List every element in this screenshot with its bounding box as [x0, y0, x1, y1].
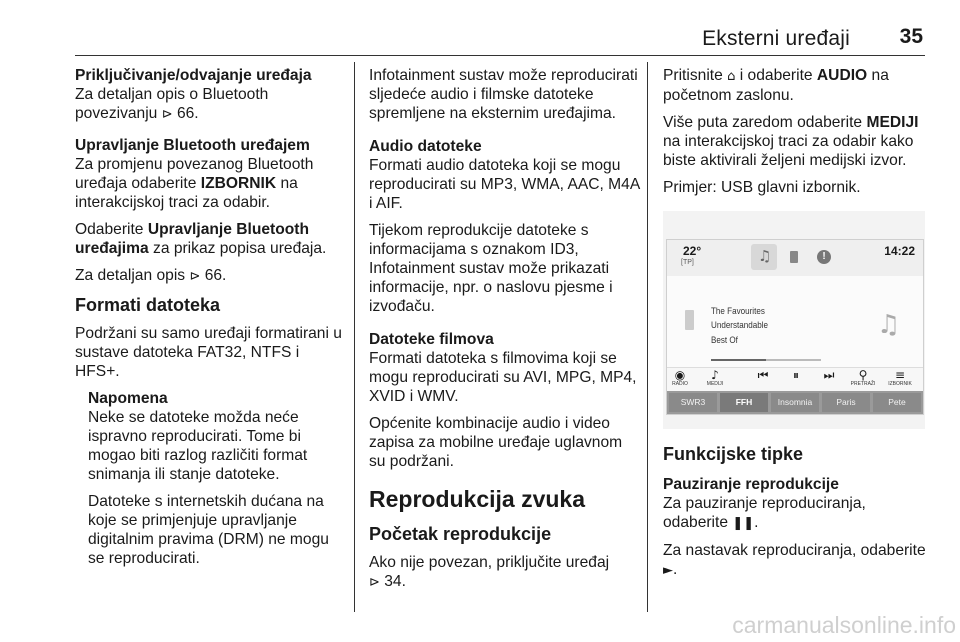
page-header: [0, 0, 960, 60]
track-title: The Favourites: [711, 306, 765, 317]
note-paragraph: Datoteke s internetskih dućana na koje se primjenjuje upravljanje digitalnim pravima (DRM) ne mogu se reproducirati.: [88, 493, 329, 567]
column-3-lower: [663, 441, 935, 588]
usb-main-menu-screenshot: [663, 211, 925, 429]
section-heading-function-keys: Funkcijske tipke: [663, 444, 804, 464]
watermark-url: carmanualsonline.info: [732, 612, 956, 638]
track-artist: Understandable: [711, 320, 769, 331]
search-button[interactable]: ⚲ PRETRAŽI: [838, 369, 888, 388]
column-3: [663, 66, 935, 205]
album-art-icon: ♫: [877, 310, 901, 340]
station-button[interactable]: Paris: [822, 393, 870, 412]
radio-icon: ◉: [674, 368, 686, 382]
page-ref-icon: ⊳: [161, 107, 173, 122]
subheading-start-playback: Početak reprodukcije: [369, 524, 552, 544]
progress-bar: [711, 359, 821, 361]
paragraph: Za nastavak reproduciranja, odaberite ►.: [663, 542, 926, 578]
track-album: Best Of: [711, 335, 738, 346]
section-heading-formats: Formati datoteka: [75, 295, 221, 315]
paragraph: Formati audio datoteka koji se mogu reproducirati su MP3, WMA, AAC, M4A i AIF.: [369, 157, 640, 212]
note-title: Napomena: [88, 390, 168, 407]
paragraph: Za detaljan opis o Bluetooth povezivanju ⊳ 66.: [75, 86, 269, 122]
control-bar: [667, 367, 923, 392]
menu-button[interactable]: ≡ IZBORNIK: [875, 369, 925, 388]
info-tab-icon[interactable]: !: [811, 244, 837, 270]
station-button[interactable]: Pete: [873, 393, 921, 412]
section-heading-video: Datoteke filmova: [369, 331, 494, 348]
pause-icon: ❚❚: [732, 516, 755, 531]
section-heading-bluetooth: Upravljanje Bluetooth uređajem: [75, 137, 310, 154]
section-heading-audio: Audio datoteke: [369, 138, 482, 155]
column-divider-2: [647, 62, 648, 612]
header-divider: [75, 55, 925, 56]
paragraph: Odaberite Upravljanje Bluetooth uređajima za prikaz popisa uređaja.: [75, 221, 327, 257]
note-box: [75, 389, 347, 568]
play-icon: ►: [663, 563, 673, 578]
station-button[interactable]: Insomnia: [771, 393, 819, 412]
station-button[interactable]: FFH: [720, 393, 768, 412]
paragraph: Više puta zaredom odaberite MEDIJI na interakcijskoj traci za odabir kako biste aktivirali željeni medijski izvor.: [663, 114, 919, 169]
status-bar: [667, 240, 923, 276]
section-heading-connect: Priključivanje/odvajanje uređaja: [75, 67, 312, 84]
chapter-title: Eksterni uređaji: [702, 27, 850, 50]
pause-icon: ⏸: [792, 368, 799, 382]
radio-button[interactable]: ◉ RADIO: [655, 369, 705, 388]
music-note-icon: ♪: [711, 368, 719, 382]
previous-track-icon: ⏮: [757, 368, 769, 382]
clock: 14:22: [884, 244, 915, 258]
paragraph: Tijekom reprodukcije datoteke s informacijama s oznakom ID3, Infotainment sustav može prikazati informacije, npr. o naslovu pjesme i izvođaču.: [369, 222, 613, 315]
home-icon: ⌂: [727, 69, 736, 84]
display: [666, 239, 924, 415]
paragraph: Općenite kombinacije audio i video zapisa za mobilne uređaje uglavnom su podržani.: [369, 415, 623, 470]
page-ref-icon: ⊳: [189, 269, 201, 284]
note-paragraph: Neke se datoteke možda neće ispravno reproducirati. Tome bi mogao biti razlog različiti format snimanja ili stanje datoteke.: [88, 409, 308, 483]
paragraph: Za detaljan opis ⊳ 66.: [75, 267, 227, 284]
next-track-icon: ⏭: [823, 368, 835, 382]
paragraph: Za pauziranje reproduciranja, odaberite ❚❚.: [663, 495, 866, 531]
traffic-program-indicator: [TP]: [681, 259, 694, 266]
subheading-pause: Pauziranje reprodukcije: [663, 476, 839, 493]
column-2: [369, 66, 641, 600]
menu-icon: ≡: [894, 368, 906, 382]
search-icon: ⚲: [858, 368, 868, 382]
column-divider-1: [354, 62, 355, 612]
paragraph: Primjer: USB glavni izbornik.: [663, 179, 861, 196]
page-ref-icon: ⊳: [369, 575, 380, 590]
media-button[interactable]: ♪ MEDIJI: [690, 369, 740, 388]
page-number: 35: [899, 25, 923, 48]
station-button[interactable]: SWR3: [669, 393, 717, 412]
paragraph: Pritisnite ⌂ i odaberite AUDIO na početnom zaslonu.: [663, 67, 889, 104]
paragraph: Za promjenu povezanog Bluetooth uređaja odaberite IZBORNIK na interakcijskoj traci za odabir.: [75, 156, 314, 211]
paragraph: Ako nije povezan, priključite uređaj ⊳ 34.: [369, 554, 610, 590]
temperature: 22°: [683, 244, 702, 258]
music-tab-icon[interactable]: ♫: [751, 244, 777, 270]
column-1: [75, 66, 347, 576]
device-tab-icon[interactable]: [781, 244, 807, 270]
paragraph: Infotainment sustav može reproducirati sljedeće audio i filmske datoteke spremljene na eksternim uređajima.: [369, 67, 638, 122]
paragraph: Podržani su samo uređaji formatirani u sustave datoteka FAT32, NTFS i HFS+.: [75, 325, 342, 380]
paragraph: Formati datoteka s filmovima koji se mogu reproducirati su AVI, MPG, MP4, XVID i WMV.: [369, 350, 637, 405]
usb-device-icon: [685, 310, 694, 330]
section-heading-playback: Reprodukcija zvuka: [369, 486, 586, 512]
station-favourites-bar: [667, 391, 923, 414]
